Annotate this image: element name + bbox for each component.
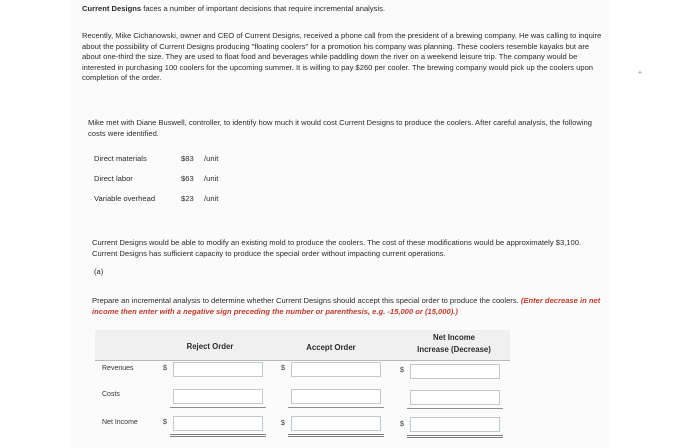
row-label-costs: Costs: [102, 391, 120, 398]
mold-paragraph: Current Designs would be able to modify an existing mold to produce the coolers. The cost of these modifications would be approximately $3,100. Current Designs has sufficient capacity to produce the special order without impacting current operations.: [92, 238, 582, 258]
costs-net-input[interactable]: [410, 390, 500, 405]
header-net-income: Net Income: [432, 333, 476, 342]
cost-amount: $63: [181, 174, 194, 183]
total-double-underline: [170, 434, 266, 437]
currency-symbol: $: [163, 419, 167, 426]
total-double-underline: [288, 434, 384, 437]
cost-label: Variable overhead: [94, 194, 156, 203]
instruction-main: Prepare an incremental analysis to determine whether Current Designs should accept this special order to produce the coolers.: [92, 296, 519, 305]
cost-unit: /unit: [204, 174, 219, 183]
cost-unit: /unit: [204, 154, 219, 163]
subtotal-underline: [170, 407, 266, 408]
currency-symbol: $: [163, 365, 167, 372]
revenues-reject-input[interactable]: [173, 362, 263, 377]
header-reject-order: Reject Order: [186, 342, 234, 351]
total-double-underline: [407, 435, 503, 438]
net-income-accept-input[interactable]: [291, 416, 381, 431]
sparkle-icon: ✦: [637, 70, 643, 77]
part-label: (a): [94, 267, 104, 276]
row-label-net-income: Net Income: [102, 419, 138, 426]
header-accept-order: Accept Order: [306, 343, 356, 352]
company-name: Current Designs: [82, 4, 142, 13]
cost-amount: $23: [181, 194, 194, 203]
cost-unit: /unit: [204, 194, 219, 203]
costs-intro-paragraph: Mike met with Diane Buswell, controller, to identify how much it would cost Current Designs to produce the coolers. After careful analysis, the following costs were identified.: [88, 118, 592, 138]
revenues-net-input[interactable]: [410, 364, 500, 379]
instruction-text: [92, 296, 602, 317]
header-increase-decrease: Increase (Decrease): [417, 345, 491, 354]
scenario-paragraph: Recently, Mike Cichanowski, owner and CEO of Current Designs, received a phone call from the president of a brewing company. He was calling to inquire about the possibility of Current Designs producing "floating coolers" for a promotion his company was planning. These coolers resemble kayaks but are about one-third the size. They are used to float food and beverages while paddling down the river on a weekend leisure trip. The company would be interested in purchasing 100 coolers for the upcoming summer. It is willing to pay $260 per cooler. The brewing company would pick up the coolers upon completion of the order.: [82, 31, 602, 83]
currency-symbol: $: [281, 365, 285, 372]
intro-text: [82, 4, 602, 15]
subtotal-underline: [288, 407, 384, 408]
currency-symbol: $: [281, 420, 285, 427]
subtotal-underline: [407, 408, 503, 409]
costs-accept-input[interactable]: [291, 389, 381, 404]
net-income-net-input[interactable]: [410, 417, 500, 432]
currency-symbol: $: [400, 367, 404, 374]
cost-amount: $83: [181, 154, 194, 163]
revenues-accept-input[interactable]: [291, 362, 381, 377]
intro-sentence: faces a number of important decisions that require incremental analysis.: [143, 4, 386, 13]
instruction-note: (Enter decrease in net income then enter with a negative sign preceding the number or parenthesis, e.g. -15,000 or (15,000).): [92, 296, 601, 316]
row-label-revenues: Revenues: [102, 365, 134, 372]
costs-reject-input[interactable]: [173, 389, 263, 404]
cost-label: Direct labor: [94, 174, 133, 183]
net-income-reject-input[interactable]: [173, 416, 263, 431]
currency-symbol: $: [400, 421, 404, 428]
cost-label: Direct materials: [94, 154, 147, 163]
